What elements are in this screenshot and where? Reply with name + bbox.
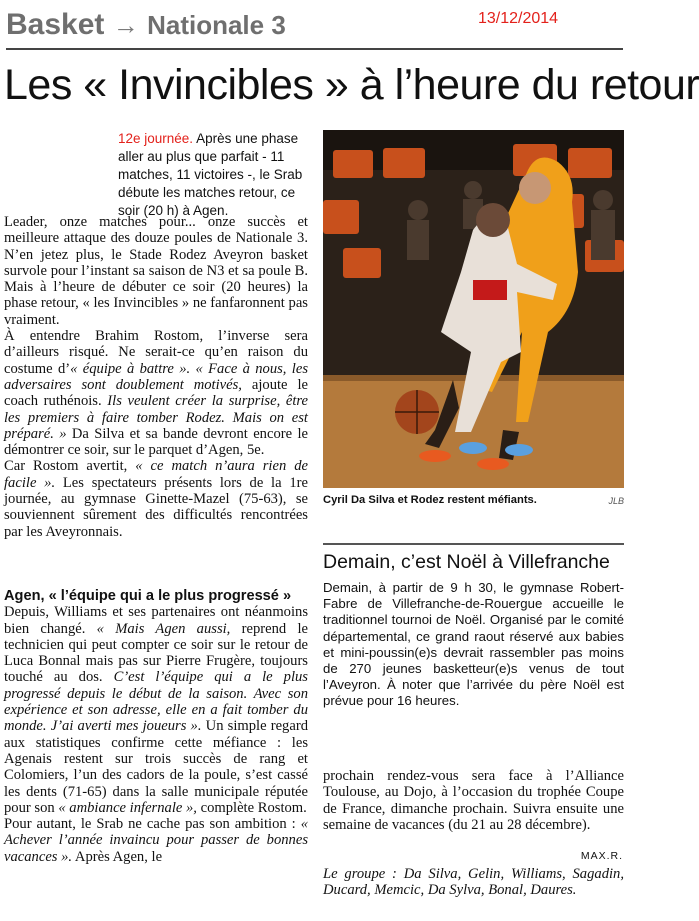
paragraph (4, 328, 308, 458)
photo-credit: JLB (608, 496, 624, 506)
subrubric-label: Nationale 3 (147, 10, 286, 40)
paragraph: prochain rendez-vous sera face à l’Alliance Toulouse, au Dojo, à l’occasion du trophée Coupe de France, dimanche prochain. Suivra ensuite une semaine de vacances (du 21 au 28 décembre). (323, 768, 624, 833)
article-headline: Les « Invincibles » à l’heure du retour (4, 61, 699, 109)
box-divider (323, 543, 624, 545)
team-roster: Le groupe : Da Silva, Gelin, Williams, Sagadin, Ducard, Memcic, Da Sylva, Bonal, Daures. (323, 866, 624, 899)
article-column-1 (4, 214, 308, 540)
article-standfirst (118, 130, 314, 220)
header-divider (6, 48, 623, 50)
text: Depuis, Williams et ses partenaires ont néanmoins bien changé. (4, 604, 308, 637)
quote: C’est l’équipe qui a le plus progressé depuis le début de la saison. Avec son expérience et son adresse, elle en a fait tomber du monde. J’ai averti mes joueurs ». (4, 669, 308, 735)
text: complète Rostom. (196, 799, 307, 816)
text: Un simple regard aux statistiques confirme cette méfiance : les Agenais restent sur trois succès de rang et Colomiers, l’un des cadors de la poule, s’est cassé les dents (71-65) dans la salle municipale réputée pour son (4, 718, 308, 816)
quote: « Face à nous, les adversaires sont doublement motivés, (4, 360, 308, 393)
author-signature: MAX.R. (580, 850, 623, 862)
round-tag: 12e journée. (118, 131, 194, 146)
quote: « ambiance infernale », (54, 799, 197, 816)
text: reprend le technicien qui peut compter ce soir sur le retour de Luca Bonnal mais pas sur Pierre Frugère, toujours touché au dos. (4, 620, 308, 686)
paragraph: Leader, onze matches pour... onze succès et meilleure attaque des douze poules de Nationale 3. N’en jetez plus, le Stade Rodez Aveyron basket survole pour l’instant sa saison de N3 et sa poule B. Mais à l’heure de débuter ce soir (20 heures) la phase retour, « les Invincibles » ne fanfaronnent pas vraiment. (4, 214, 308, 328)
quote: « équipe à battre ». (70, 360, 191, 377)
box-title: Demain, c’est Noël à Villefranche (323, 551, 610, 573)
sidebar-box (323, 543, 624, 761)
photo-caption (323, 494, 624, 506)
arrow-right-icon: → (112, 10, 139, 40)
article-column-2 (323, 768, 624, 833)
subheading: Agen, « l’équipe qui a le plus progressé » (4, 588, 292, 604)
paragraph (4, 816, 308, 865)
text: Da Silva et sa bande devront encore le démontrer ce soir, sur le parquet d’Agen, 5e. (4, 425, 308, 459)
text: Après Agen, le (72, 848, 163, 865)
standfirst-text: Après une phase aller au plus que parfait - 11 matches, 11 victoires -, le Srab débute les matches retour, ce soir (20 h) à Agen. (118, 131, 303, 218)
rubric-label: Basket (6, 8, 105, 41)
paragraph (4, 604, 308, 816)
article-column-1-continued (4, 588, 308, 865)
text: Car Rostom avertit, (4, 458, 128, 475)
text: Pour autant, le Srab ne cache pas son ambition : (4, 816, 296, 833)
caption-text: Cyril Da Silva et Rodez restent méfiants. (323, 494, 537, 506)
publication-date: 13/12/2014 (478, 10, 559, 27)
text: ajoute le coach ruthénois. (4, 376, 308, 410)
text: À entendre Brahim Rostom, l’inverse sera d’ailleurs risqué. Ne serait-ce qu’en raison du costume d’ (4, 328, 308, 377)
quote: « Achever l’année invaincu pour passer de bonnes vacances ». (4, 816, 309, 865)
box-body: Demain, à partir de 9 h 30, le gymnase Robert-Fabre de Villefranche-de-Rouergue accueille le traditionnel tournoi de Noël. Organisé par le comité départemental, ce grand raout réservé aux babies et mini-poussin(e)s devrait rassembler pas moins de 270 jeunes basketteur(e)s venus de tout l’Aveyron. À noter que l’arrivée du père Noël est prévue pour 16 heures. (323, 580, 624, 709)
article-photo (323, 130, 624, 488)
paragraph (4, 458, 308, 539)
quote: « Mais Agen aussi, (85, 620, 231, 637)
quote: Ils veulent créer la surprise, être les premiers à faire tomber Rodez. Mais on est préparé. » (4, 393, 309, 442)
text: Les spectateurs présents lors de la 1re journée, au gymnase Ginette-Mazel (75-63), se souviennent sûrement des difficultés rencontrées par les Aveyronnais. (4, 474, 308, 540)
section-rubric (6, 8, 286, 42)
basketball-photo-illustration (323, 130, 624, 488)
quote: « ce match n’aura rien de facile ». (4, 458, 308, 491)
